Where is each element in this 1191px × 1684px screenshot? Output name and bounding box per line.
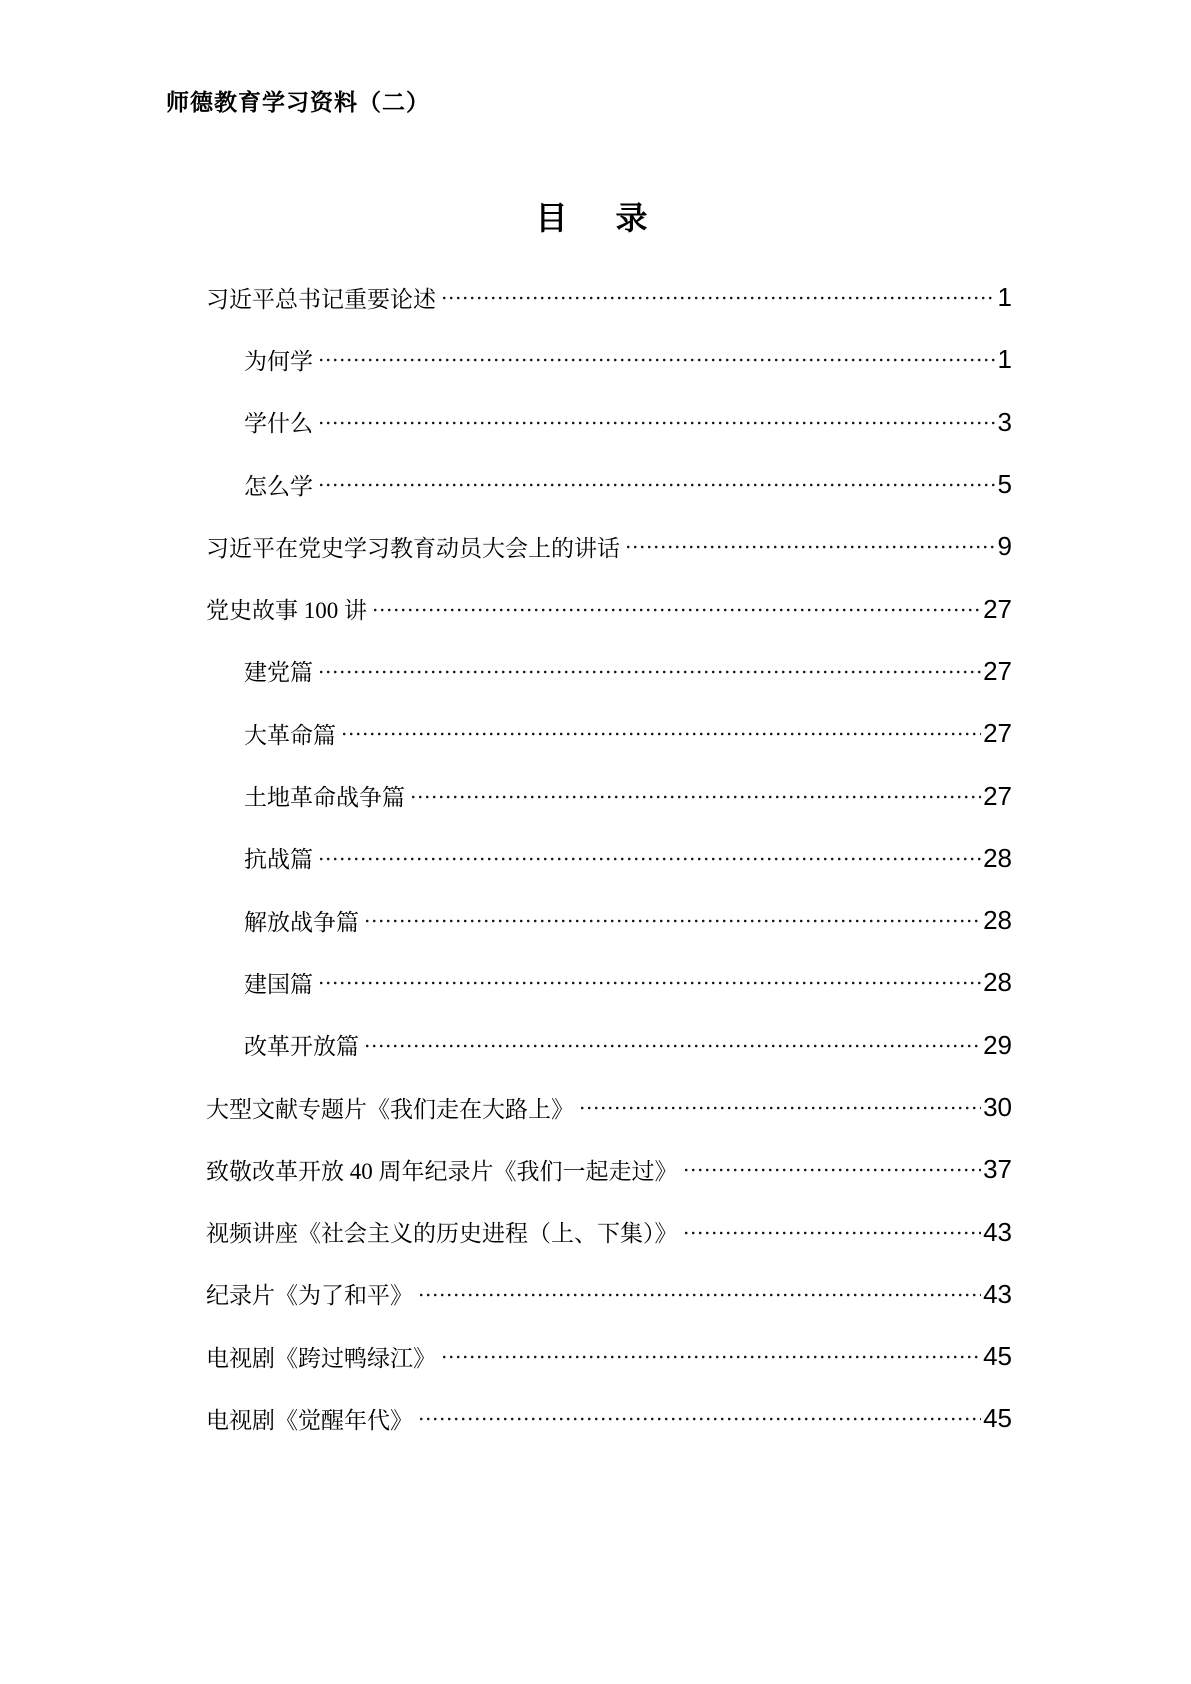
toc-entry[interactable] xyxy=(206,764,1012,826)
toc-entry[interactable] xyxy=(206,951,1012,1013)
dot-leader xyxy=(320,668,981,676)
toc-page-number: 37 xyxy=(983,1154,1012,1185)
toc-entry-title: 学什么 xyxy=(244,411,313,437)
toc-entry[interactable] xyxy=(206,889,1012,951)
toc-entry[interactable] xyxy=(206,1263,1012,1325)
toc-entry[interactable] xyxy=(206,702,1012,764)
dot-leader xyxy=(420,1415,981,1423)
toc-page-number: 29 xyxy=(983,1029,1012,1060)
dot-leader xyxy=(627,543,996,551)
toc-entry[interactable] xyxy=(206,328,1012,390)
dot-leader xyxy=(320,979,981,987)
dot-leader xyxy=(343,730,981,738)
toc-page-number: 1 xyxy=(997,282,1012,313)
toc-page-number: 1 xyxy=(997,344,1012,375)
dot-leader xyxy=(685,1166,982,1174)
toc-entry-title: 大型文献专题片《我们走在大路上》 xyxy=(206,1096,574,1122)
toc-entry-title: 抗战篇 xyxy=(244,847,313,873)
toc-entry[interactable] xyxy=(206,391,1012,453)
toc-entry[interactable] xyxy=(206,1200,1012,1262)
toc-page-number: 27 xyxy=(983,780,1012,811)
toc-entry[interactable] xyxy=(206,1325,1012,1387)
toc-page-number: 27 xyxy=(983,718,1012,749)
toc-entry-title: 纪录片《为了和平》 xyxy=(206,1283,413,1309)
toc-entry[interactable] xyxy=(206,1138,1012,1200)
toc-entry-title: 建党篇 xyxy=(244,660,313,686)
toc-page-number: 45 xyxy=(983,1403,1012,1434)
toc-page-number: 43 xyxy=(983,1278,1012,1309)
toc-entry-title: 怎么学 xyxy=(244,473,313,499)
dot-leader xyxy=(320,356,996,364)
toc-heading: 目 录 xyxy=(535,200,656,236)
toc-page-number: 9 xyxy=(997,531,1012,562)
toc-page-number: 43 xyxy=(983,1216,1012,1247)
toc-entry-title: 解放战争篇 xyxy=(244,909,359,935)
toc-entry-title: 建国篇 xyxy=(244,971,313,997)
toc-entry[interactable] xyxy=(206,1076,1012,1138)
toc-entry[interactable] xyxy=(206,515,1012,577)
dot-leader xyxy=(412,793,981,801)
toc-page-number: 5 xyxy=(997,469,1012,500)
toc-page-number: 28 xyxy=(983,842,1012,873)
toc-entry-title: 大革命篇 xyxy=(244,722,336,748)
toc-entry-title: 改革开放篇 xyxy=(244,1034,359,1060)
dot-leader xyxy=(320,419,996,427)
document-header: 师德教育学习资料（二） xyxy=(166,90,430,115)
dot-leader xyxy=(581,1104,981,1112)
toc-entry[interactable] xyxy=(206,640,1012,702)
dot-leader xyxy=(366,1042,981,1050)
toc-entry[interactable] xyxy=(206,1014,1012,1076)
toc-page-number: 28 xyxy=(983,967,1012,998)
dot-leader xyxy=(420,1291,981,1299)
toc-entry-title: 致敬改革开放 40 周年纪录片《我们一起走过》 xyxy=(206,1158,678,1184)
toc-entry-title: 土地革命战争篇 xyxy=(244,785,405,811)
dot-leader xyxy=(320,481,996,489)
toc-entry-title: 党史故事 100 讲 xyxy=(206,598,367,624)
toc-entry-title: 视频讲座《社会主义的历史进程（上、下集）》 xyxy=(206,1221,678,1247)
dot-leader xyxy=(443,294,996,302)
toc-entry-title: 电视剧《跨过鸭绿江》 xyxy=(206,1345,436,1371)
dot-leader xyxy=(320,855,981,863)
dot-leader xyxy=(374,606,981,614)
toc-page-number: 3 xyxy=(997,406,1012,437)
toc-page-number: 28 xyxy=(983,905,1012,936)
toc-entry[interactable] xyxy=(206,1387,1012,1449)
toc-page-number: 27 xyxy=(983,593,1012,624)
toc-page-number: 30 xyxy=(983,1092,1012,1122)
toc-page-number: 45 xyxy=(983,1341,1012,1372)
toc-page-number: 27 xyxy=(983,655,1012,686)
toc-entry-title: 习近平在党史学习教育动员大会上的讲话 xyxy=(206,535,620,561)
dot-leader xyxy=(366,917,981,925)
toc-entry[interactable] xyxy=(206,827,1012,889)
dot-leader xyxy=(685,1229,982,1237)
toc-list xyxy=(206,266,1012,1450)
toc-entry[interactable] xyxy=(206,453,1012,515)
toc-entry-title: 习近平总书记重要论述 xyxy=(206,286,436,312)
toc-entry[interactable] xyxy=(206,577,1012,639)
dot-leader xyxy=(443,1353,981,1361)
toc-entry-title: 电视剧《觉醒年代》 xyxy=(206,1407,413,1433)
toc-entry-title: 为何学 xyxy=(244,348,313,374)
toc-entry[interactable] xyxy=(206,266,1012,328)
